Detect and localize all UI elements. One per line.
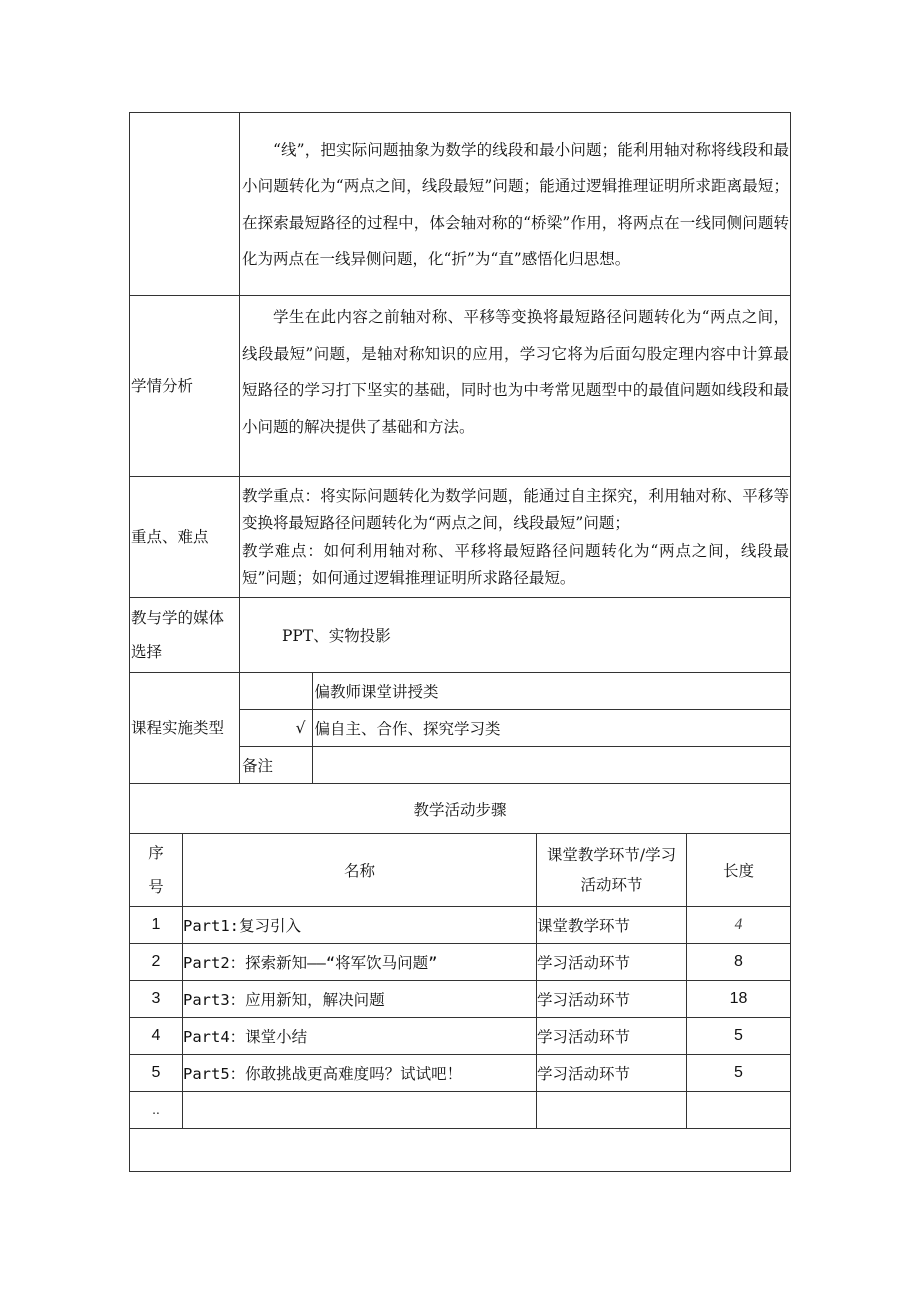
- objectives-text: “线”，把实际问题抽象为数学的线段和最小问题；能利用轴对称将线段和最小问题转化为“两点之间，线段最短”问题；能通过逻辑推理证明所求距离最短；在探索最短路径的过程中，体会轴对称的“桥梁”作用，将两点在一线同侧问题转化为两点在一线异侧问题，化“折”为“直”感悟化归思想。: [242, 140, 789, 268]
- student-analysis-label: 学情分析: [131, 377, 194, 395]
- stage-header-line2: 活动环节: [580, 876, 643, 894]
- media-label-cell: [130, 598, 240, 673]
- stage-header-line1: 课堂教学环节/学习: [546, 846, 677, 864]
- media-content-cell: [240, 598, 791, 673]
- row-name: Part1:复习引入: [183, 907, 537, 944]
- name-header: 名称: [183, 834, 537, 907]
- note-label: 备注: [240, 747, 312, 784]
- course-type-option-lecture: [240, 673, 790, 710]
- table-row: [130, 1018, 791, 1055]
- activity-steps-table: [129, 783, 791, 1172]
- course-type-option-inquiry: [240, 710, 790, 747]
- course-type-label-cell: [130, 673, 240, 784]
- lesson-plan-form: [129, 112, 790, 1172]
- lesson-info-table: [129, 112, 791, 784]
- row-stage: 学习活动环节: [537, 944, 687, 981]
- media-label-line2: 选择: [131, 643, 163, 661]
- table-row: [130, 981, 791, 1018]
- student-analysis-label-cell: [130, 296, 240, 477]
- row-index: 2: [130, 944, 183, 981]
- stage-header: [537, 834, 687, 907]
- row-stage: [537, 1092, 687, 1129]
- option-label: 偏自主、合作、探究学习类: [312, 710, 790, 747]
- row-index: 1: [130, 907, 183, 944]
- media-content: PPT、实物投影: [282, 627, 391, 645]
- option-check-cell[interactable]: [240, 673, 312, 710]
- objectives-label-cell: [130, 113, 240, 296]
- table-row: [130, 944, 791, 981]
- row-stage: 学习活动环节: [537, 1055, 687, 1092]
- index-header-line1: 序: [148, 844, 164, 862]
- row-index: ..: [130, 1092, 183, 1129]
- row-stage: 学习活动环节: [537, 981, 687, 1018]
- row-stage: 学习活动环节: [537, 1018, 687, 1055]
- media-row: [130, 598, 791, 673]
- row-name: Part4：课堂小结: [183, 1018, 537, 1055]
- key-points-label: 重点、难点: [131, 528, 209, 546]
- key-points-row: [130, 477, 791, 598]
- note-value: [312, 747, 790, 784]
- teaching-difficulty-text: 教学难点：如何利用轴对称、平移将最短路径问题转化为“两点之间，线段最短”问题；如何通过逻辑推理证明所求路径最短。: [242, 542, 789, 587]
- option-check-cell[interactable]: √: [240, 710, 312, 747]
- objectives-content-cell: [240, 113, 791, 296]
- media-label-line1: 教与学的媒体: [131, 609, 225, 627]
- teaching-focus-text: 教学重点：将实际问题转化为数学问题，能通过自主探究，利用轴对称、平移等变换将最短路径问题转化为“两点之间，线段最短”问题；: [242, 487, 789, 532]
- steps-title-row: [130, 784, 791, 834]
- option-label: 偏教师课堂讲授类: [312, 673, 790, 710]
- row-index: 5: [130, 1055, 183, 1092]
- student-analysis-content-cell: [240, 296, 791, 477]
- student-analysis-text: 学生在此内容之前轴对称、平移等变换将最短路径问题转化为“两点之间，线段最短”问题，是轴对称知识的应用，学习它将为后面勾股定理内容中计算最短路径的学习打下坚实的基础，同时也为中考常见题型中的最值问题如线段和最小问题的解决提供了基础和方法。: [242, 308, 789, 436]
- index-header-line2: 号: [148, 878, 164, 896]
- row-index: 3: [130, 981, 183, 1018]
- course-type-options-cell: [240, 673, 791, 784]
- steps-footer-row: [130, 1129, 791, 1172]
- row-length: 4: [687, 907, 791, 944]
- objectives-continued-row: [130, 113, 791, 296]
- key-points-content-cell: [240, 477, 791, 598]
- course-type-label: 课程实施类型: [131, 719, 225, 737]
- student-analysis-row: [130, 296, 791, 477]
- row-length: 5: [687, 1018, 791, 1055]
- length-header: 长度: [687, 834, 791, 907]
- steps-title: 教学活动步骤: [130, 784, 791, 834]
- row-stage: 课堂教学环节: [537, 907, 687, 944]
- course-type-note-row: [240, 747, 790, 784]
- index-header: [130, 834, 183, 907]
- row-length: 5: [687, 1055, 791, 1092]
- row-name: Part2：探索新知——“将军饮马问题”: [183, 944, 537, 981]
- table-row: [130, 1092, 791, 1129]
- row-length: 8: [687, 944, 791, 981]
- row-name: Part3：应用新知，解决问题: [183, 981, 537, 1018]
- course-type-row: [130, 673, 791, 784]
- row-length: 18: [687, 981, 791, 1018]
- steps-header-row: [130, 834, 791, 907]
- row-index: 4: [130, 1018, 183, 1055]
- row-length: [687, 1092, 791, 1129]
- row-name: Part5：你敢挑战更高难度吗？试试吧！: [183, 1055, 537, 1092]
- steps-footer-cell: [130, 1129, 791, 1172]
- row-name: [183, 1092, 537, 1129]
- table-row: [130, 1055, 791, 1092]
- table-row: [130, 907, 791, 944]
- key-points-label-cell: [130, 477, 240, 598]
- course-type-options: [240, 673, 790, 783]
